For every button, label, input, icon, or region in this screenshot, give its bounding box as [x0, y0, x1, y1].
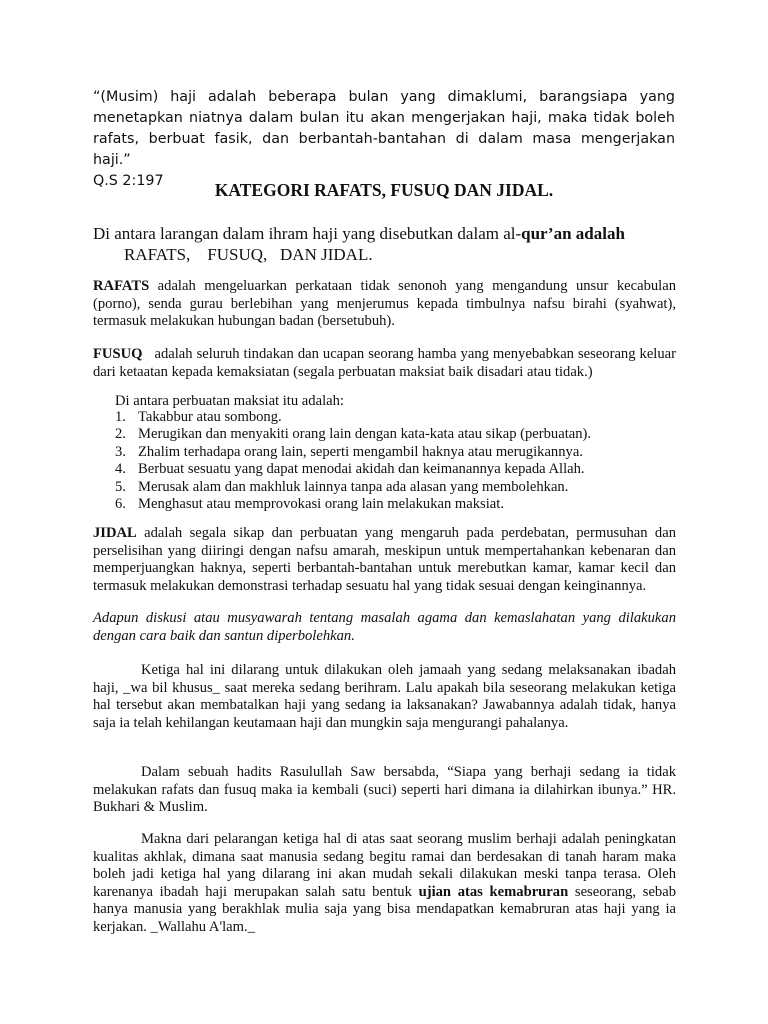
list-number: 5.: [115, 478, 126, 495]
list-number: 3.: [115, 443, 126, 460]
list-number: 4.: [115, 461, 126, 478]
list-item: [115, 409, 675, 426]
jidal-term: JIDAL: [93, 525, 137, 541]
rafats-term: RAFATS: [93, 278, 150, 294]
list-item-text: Merugikan dan menyakiti orang lain dengan kata-kata atau sikap (perbuatan).: [138, 426, 592, 443]
quran-quote: [93, 87, 675, 192]
intro-categories: RAFATS, FUSUQ, DAN JIDAL.: [124, 245, 373, 264]
jidal-paragraph: [93, 525, 676, 595]
fusuq-term: FUSUQ: [93, 346, 143, 362]
list-item-text: Berbuat sesuatu yang dapat menodai akidah dan keimanannya kepada Allah.: [138, 461, 585, 478]
rafats-paragraph: [93, 278, 676, 331]
makna-text: Makna dari pelarangan ketiga hal di atas saat seorang muslim berhaji adalah peningkatan kualitas akhlak, dimana saat manusia sedang begitu ramai dan berdesakan di tanah haram maka boleh jadi ketiga hal yang dilarang ini akan mudah sekali dilakukan meski tanpa terasa. Oleh karenanya ibadah haji merupakan salah satu bentuk: [93, 831, 676, 900]
list-item-text: Zhalim terhadapa orang lain, seperti mengambil haknya atau merugikannya.: [138, 443, 583, 460]
fusuq-definition: adalah seluruh tindakan dan ucapan seorang hamba yang menyebabkan seseorang keluar dari ketaatan kepada kemaksiatan (segala perbuatan maksiat baik disadari atau tidak.): [93, 346, 680, 380]
list-item-text: Menghasut atau memprovokasi orang lain melakukan maksiat.: [138, 495, 504, 512]
makna-closing-text: seseorang, sebab hanya manusia yang berakhlak mulia saja yang bisa mendapatkan kemabruran atas haji yang ia kerjakan. _Wallahu A'lam._: [93, 883, 676, 935]
ketiga-paragraph: [93, 662, 676, 732]
section-title: KATEGORI RAFATS, FUSUQ DAN JIDAL.: [214, 180, 554, 200]
list-item: [115, 444, 675, 461]
list-number: 6.: [115, 495, 126, 512]
rafats-definition: adalah mengeluarkan perkataan tidak senonoh yang mengandung unsur kecabulan (porno), senda gurau berlebihan yang menjerumus kepada timbulnya nafsu birahi (syahwat), termasuk melakukan hubungan badan (bersetubuh).: [93, 278, 676, 330]
hadits-paragraph: [93, 764, 676, 817]
hadits-source: HR. Bukhari & Muslim.: [93, 781, 676, 816]
list-item: [115, 426, 675, 443]
discussion-note: Adapun diskusi atau musyawarah tentang masalah agama dan kemaslahatan yang dilakukan dengan cara baik dan santun diperbolehkan.: [93, 610, 676, 644]
makna-bold-text: ujian atas kemabruran: [418, 883, 569, 900]
intro-paragraph: [93, 223, 693, 265]
list-item: [115, 461, 675, 478]
list-item-text: Merusak alam dan makhluk lainnya tanpa ada alasan yang membolehkan.: [138, 478, 569, 495]
hadits-text: Dalam sebuah hadits Rasulullah Saw bersabda, “Siapa yang berhaji sedang ia tidak melakukan rafats dan fusuq maka ia kembali (suci) seperti hari dimana ia dilahirkan ibunya.”: [93, 764, 676, 798]
makna-paragraph: [93, 831, 676, 937]
intro-bold-text: qur’an adalah: [521, 224, 625, 243]
intro-text: Di antara larangan dalam ihram haji yang disebutkan dalam al-: [93, 224, 522, 243]
list-item: [115, 479, 675, 496]
list-item: [115, 496, 675, 513]
list-number: 2.: [115, 426, 126, 443]
ketiga-text: Ketiga hal ini dilarang untuk dilakukan oleh jamaah yang sedang melaksanakan ibadah haji, _wa bil khusus_ saat mereka sedang berihram. Lalu apakah bila seseorang melakukan ketiga hal tersebut akan membatalkan haji yang sedang ia laksanakan? Jawabannya adalah tidak, hanya saja ia telah kehilangan keutamaan haji dan mungkin saja mengurangi pahalanya.: [93, 662, 676, 731]
quote-text: “(Musim) haji adalah beberapa bulan yang dimaklumi, barangsiapa yang menetapkan niatnya dalam bulan itu akan mengerjakan haji, maka tidak boleh rafats, berbuat fasik, dan berbantah-bantahan di dalam masa mengerjakan haji.”: [93, 89, 675, 168]
list-number: 1.: [115, 409, 126, 425]
list-item-text: Takabbur atau sombong.: [138, 409, 282, 425]
fusuq-paragraph: [93, 346, 680, 381]
maksiat-list: [115, 409, 675, 513]
jidal-definition: adalah segala sikap dan perbuatan yang mengaruh pada perdebatan, permusuhan dan perselisihan yang diiringi dengan nafsu amarah, meskipun untuk mempertahankan kebenaran dan memperjuangkan haknya, seperti berbantah-bantahan untuk merebutkan kamar, kamar kecil dan termasuk melakukan demonstrasi terhadap sesuatu hal yang tidak sesuai dengan keinginannya.: [93, 525, 676, 594]
quote-reference: Q.S 2:197: [93, 173, 164, 189]
maksiat-list-intro: Di antara perbuatan maksiat itu adalah:: [115, 393, 344, 409]
